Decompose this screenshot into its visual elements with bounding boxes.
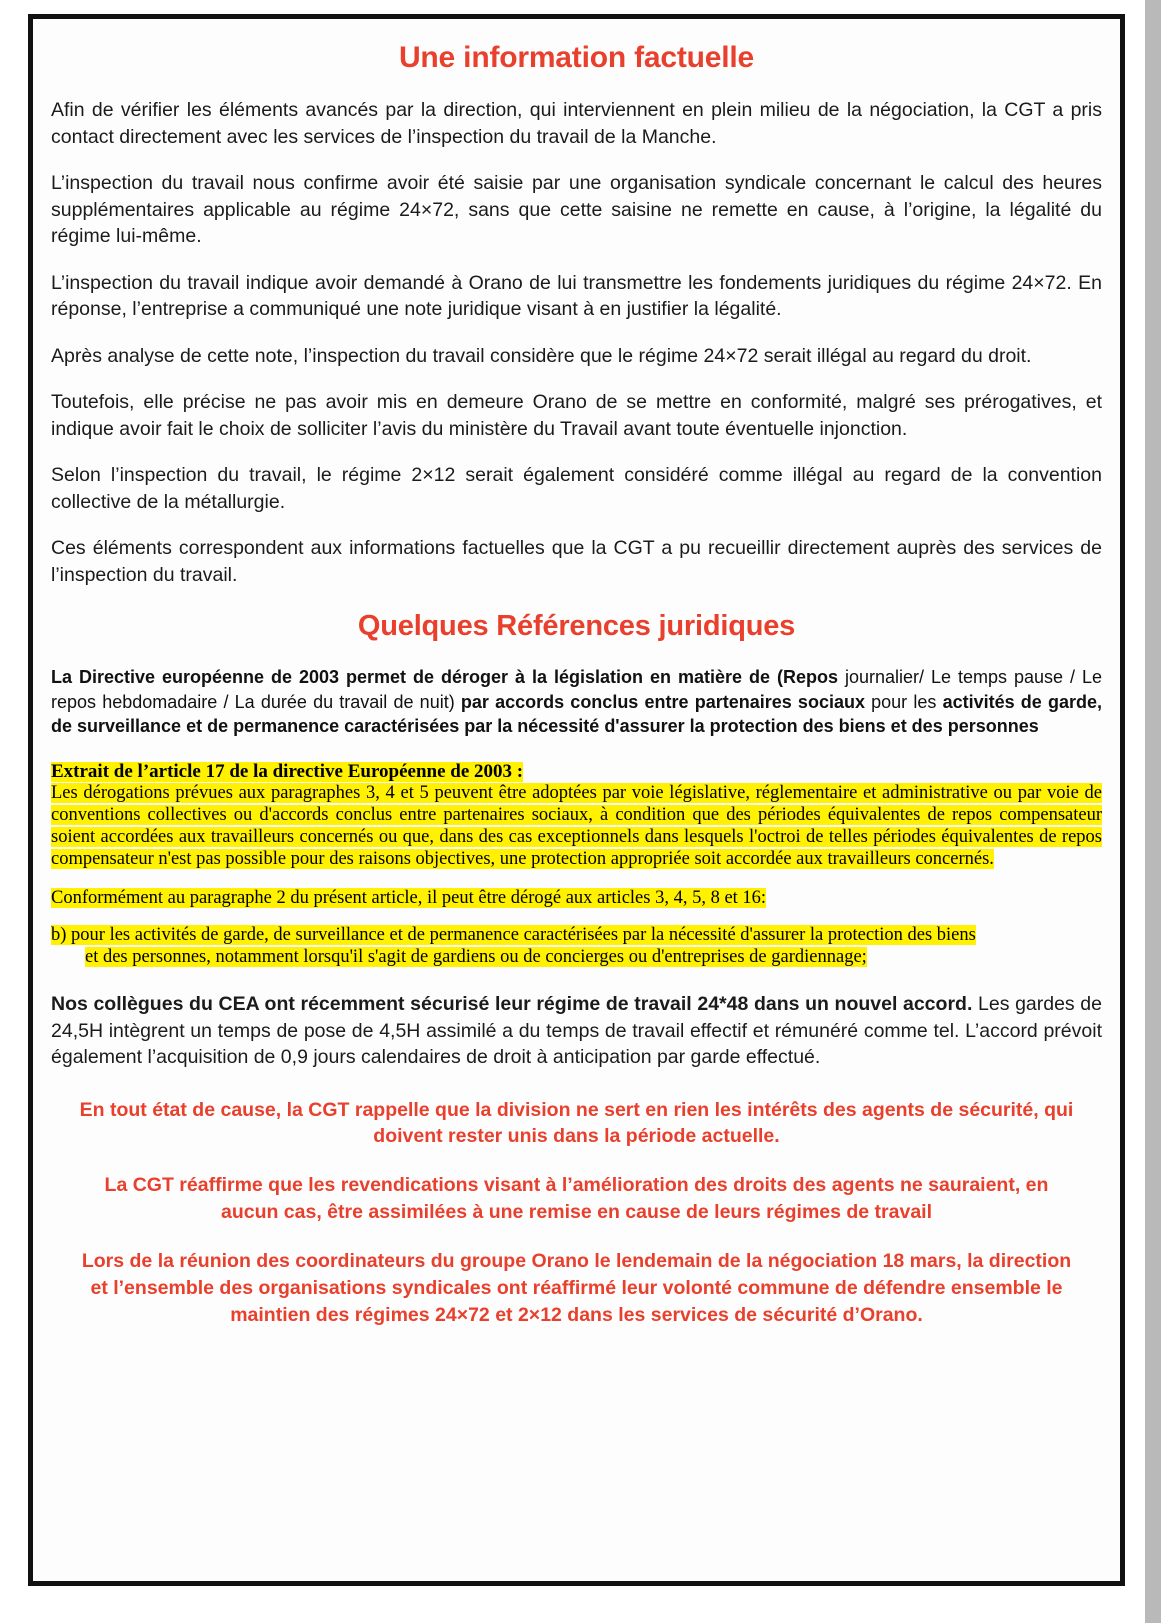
- highlight-heading: Extrait de l’article 17 de la directive Européenne de 2003 :: [51, 760, 524, 782]
- directive-bold-3: activités de garde, de surveillance et de permanence caractérisées par la nécessité d'assurer la protection des biens et des personnes: [51, 691, 1102, 737]
- highlight-conformity-line-wrap: [51, 887, 1102, 910]
- highlight-conformity-line: Conformément au paragraphe 2 du présent article, il peut être dérogé aux articles 3, 4, 5, 8 et 16:: [51, 887, 767, 908]
- document-border-frame: [28, 14, 1125, 1586]
- directive-bold-2: par accords conclus entre partenaires sociaux: [460, 691, 865, 712]
- highlight-item-b: [51, 924, 1102, 969]
- highlight-block-article17: [51, 761, 1102, 871]
- document-content: [37, 23, 1116, 1577]
- conclusion-unity: En tout état de cause, la CGT rappelle que la division ne sert en rien les intérêts des agents de sécurité, qui doivent rester unis dans la période actuelle.: [79, 1098, 1074, 1148]
- paragraph-cea-accord: [51, 991, 1102, 1071]
- section-title-references: Quelques Références juridiques: [357, 610, 796, 643]
- right-scroll-rail[interactable]: [1145, 0, 1161, 1623]
- paragraph-elements-factuels: Ces éléments correspondent aux informations factuelles que la CGT a pu recueillir directement auprès des services de l’inspection du travail.: [51, 537, 1102, 586]
- conclusion-reunion-orano: Lors de la réunion des coordinateurs du groupe Orano le lendemain de la négociation 18 mars, la direction et l’ensemble des organisations syndicales ont réaffirmé leur volonté commune de défendre ensemble le maintien des régimes 24×72 et 2×12 dans les services de sécurité d’Orano.: [81, 1250, 1072, 1326]
- highlight-body: Les dérogations prévues aux paragraphes 3, 4 et 5 peuvent être adoptées par voie législative, réglementaire et administrative ou par voie de conventions collectives ou d'accords conclus entre partenaires sociaux, à condition que des périodes équivalentes de repos compensateur soient accordées aux travailleurs concernés ou que, dans des cas exceptionnels dans lesquels l'octroi de telles périodes équivalentes de repos compensateur n'est pas possible pour des raisons objectives, une protection appropriée soit accordée aux travailleurs concernés.: [51, 783, 1102, 869]
- directive-regular-1: journalier/ Le temps pause / Le repos hebdomadaire / La durée du travail de nuit): [51, 667, 1102, 712]
- conclusion-revendications: La CGT réaffirme que les revendications visant à l’amélioration des droits des agents ne sauraient, en aucun cas, être assimilées à une remise en cause de leurs régimes de travail: [104, 1174, 1049, 1224]
- paragraph-saisine: L’inspection du travail nous confirme avoir été saisie par une organisation syndicale concernant le calcul des heures supplémentaires applicable au régime 24×72, sans que cette saisine ne remette en cause, à l’origine, la légalité du régime lui-même.: [51, 172, 1102, 248]
- highlight-item-b-line1: b) pour les activités de garde, de surveillance et de permanence caractérisées par la nécessité d'assurer la protection des biens: [51, 924, 976, 945]
- paragraph-directive-2003: [51, 665, 1102, 738]
- directive-regular-2: pour les: [864, 691, 943, 712]
- cea-bold: Nos collègues du CEA ont récemment sécurisé leur régime de travail 24*48 dans un nouvel accord.: [51, 993, 973, 1016]
- cea-regular: Les gardes de 24,5H intègrent un temps de pose de 4,5H assimilé a du temps de travail effectif et rémunéré comme tel. L’accord prévoit également l’acquisition de 0,9 jours calendaires de droit à anticipation par garde effectué.: [51, 993, 1103, 1069]
- paragraph-mise-en-demeure: Toutefois, elle précise ne pas avoir mis en demeure Orano de se mettre en conformité, malgré ses prérogatives, et indique avoir fait le choix de solliciter l’avis du ministère du Travail avant toute éventuelle injonction.: [51, 391, 1102, 440]
- paragraph-fondements: L’inspection du travail indique avoir demandé à Orano de lui transmettre les fondements juridiques du régime 24×72. En réponse, l’entreprise a communiqué une note juridique visant à en justifier la légalité.: [51, 271, 1102, 321]
- paragraph-illegal-2472: Après analyse de cette note, l’inspection du travail considère que le régime 24×72 serait illégal au regard du droit.: [51, 344, 1032, 367]
- paragraph-illegal-2x12: Selon l’inspection du travail, le régime 2×12 serait également considéré comme illégal au regard de la convention collective de la métallurgie.: [51, 464, 1102, 513]
- paragraph-intro: Afin de vérifier les éléments avancés par la direction, qui interviennent en plein milieu de la négociation, la CGT a pris contact directement avec les services de l’inspection du travail de la Manche.: [51, 99, 1102, 148]
- highlight-item-b-line2: et des personnes, notamment lorsqu'il s'agit de gardiens ou de concierges ou d'entreprises de gardiennage;: [85, 947, 867, 968]
- page-title: Une information factuelle: [398, 41, 755, 74]
- directive-bold-1: La Directive européenne de 2003 permet de déroger à la législation en matière de (Repos: [51, 667, 838, 688]
